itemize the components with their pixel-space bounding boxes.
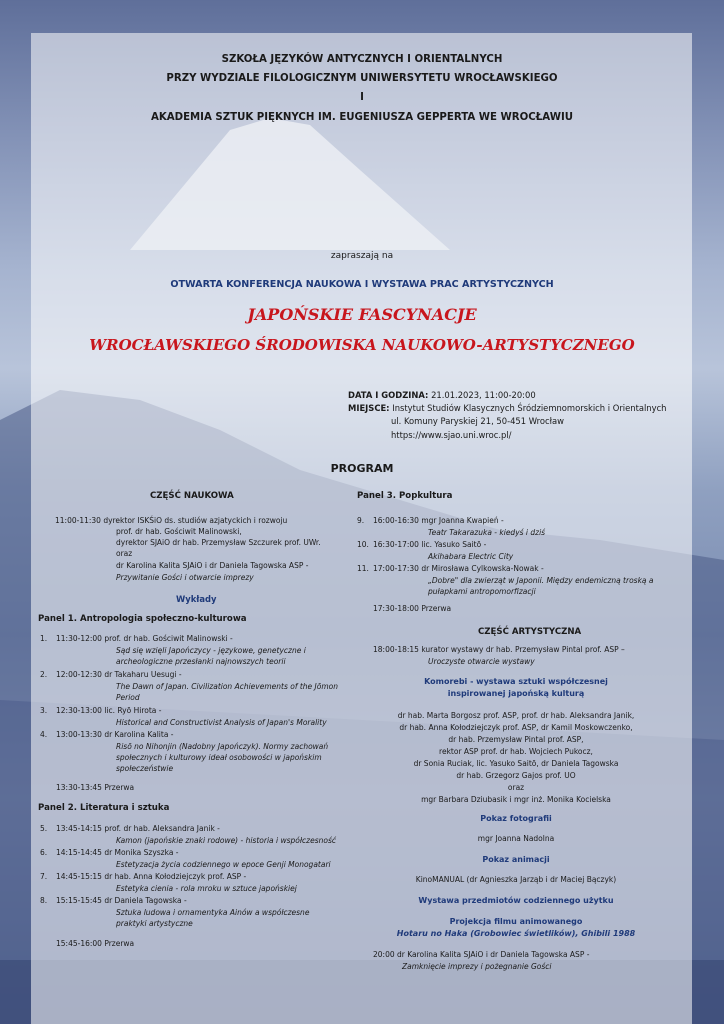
artists-line: dr hab. Marta Borgosz prof. ASP, prof. dr hab. Aleksandra Janik,	[397, 711, 635, 720]
break-1: 13:30-13:45 Przerwa	[56, 783, 135, 792]
animation-show-title: Pokaz animacji	[482, 855, 550, 864]
date-value: 21.01.2023, 11:00-20:00	[431, 390, 536, 400]
objects-exhibition-title: Wystawa przedmiotów codziennego użytku	[418, 896, 614, 905]
lecture-speaker: 16:00-16:30 mgr Joanna Kwapień -	[373, 516, 504, 525]
item-number: 6.	[40, 848, 48, 857]
closing-line-2: Zamknięcie imprezy i pożegnanie Gości	[402, 962, 552, 971]
artists-line: dr hab. Grzegorz Gajos prof. UO	[456, 771, 576, 780]
lecture-title: „Dobre" dla zwierząt w Japonii. Między endemiczną troską a	[428, 576, 654, 585]
item-number: 3.	[40, 706, 48, 715]
opening-line-5: dr Karolina Kalita SJAiO i dr Daniela Tagowska ASP -	[116, 561, 309, 570]
lecture-speaker: 14:15-14:45 dr Monika Szyszka -	[56, 848, 179, 857]
place-row	[348, 403, 667, 413]
lecture-speaker: 12:30-13:00 lic. Ryō Hirota -	[56, 706, 162, 715]
animation-show-author: KinoMANUAL (dr Agnieszka Jarząb i dr Maciej Bączyk)	[415, 875, 617, 884]
artists-line: dr hab. Przemysław Pintal prof. ASP,	[448, 735, 584, 744]
opening-line-3: dyrektor SJAiO dr hab. Przemysław Szczurek prof. UWr.	[116, 538, 321, 547]
item-number: 5.	[40, 824, 48, 833]
lecture-speaker: 13:00-13:30 dr Karolina Kalita -	[56, 730, 174, 739]
panel-2-title: Panel 2. Literatura i sztuka	[38, 803, 170, 813]
exhibition-opening-title: Uroczyste otwarcie wystawy	[428, 657, 535, 666]
photo-show-author: mgr Joanna Nadolna	[477, 834, 555, 843]
lecture-title: Estetyka cienia - rola mroku w sztuce japońskiej	[116, 884, 297, 893]
science-section-title: CZĘŚĆ NAUKOWA	[150, 491, 234, 501]
date-label: DATA I GODZINA:	[348, 390, 429, 400]
lecture-title: archeologiczne przesłanki najnowszych teorii	[116, 657, 286, 666]
event-subtitle: OTWARTA KONFERENCJA NAUKOWA I WYSTAWA PRAC ARTYSTYCZNYCH	[170, 279, 554, 290]
opening-line-2: prof. dr hab. Gościwit Malinowski,	[116, 527, 242, 536]
exhibition-opening: 18:00-18:15 kurator wystawy dr hab. Przemysław Pintal prof. ASP –	[373, 645, 625, 654]
address: ul. Komuny Paryskiej 21, 50-451 Wrocław	[391, 416, 564, 426]
lecture-title: The Dawn of Japan. Civilization Achievements of the Jōmon	[116, 682, 338, 691]
opening-line-4: oraz	[116, 549, 133, 558]
header-line-2: PRZY WYDZIALE FILOLOGICZNYM UNIWERSYTETU WROCŁAWSKIEGO	[166, 73, 558, 84]
website-link[interactable]: https://www.sjao.uni.wroc.pl/	[391, 430, 512, 440]
lecture-speaker: 17:00-17:30 dr Mirosława Cylkowska-Nowak -	[373, 564, 544, 573]
exhibition-title-1: Komorebi - wystawa sztuki współczesnej	[424, 677, 608, 686]
artists-line: dr hab. Anna Kołodziejczyk prof. ASP, dr Kamil Moskowczenko,	[399, 723, 633, 732]
lecture-title: pułapkami antropomorfizacji	[428, 587, 536, 596]
closing-line-1: 20:00 dr Karolina Kalita SJAiO i dr Daniela Tagowska ASP -	[373, 950, 590, 959]
lecture-speaker: 11:30-12:00 prof. dr hab. Gościwit Malinowski -	[56, 634, 233, 643]
lecture-title: społecznych i kulturowy ideał osobowości w japońskim	[116, 753, 322, 762]
item-number: 8.	[40, 896, 48, 905]
program-title: PROGRAM	[330, 462, 394, 475]
lecture-title: Akihabara Electric City	[428, 552, 514, 561]
artists-line: oraz	[507, 783, 525, 792]
header-line-4: AKADEMIA SZTUK PIĘKNYCH IM. EUGENIUSZA GEPPERTA WE WROCŁAWIU	[150, 112, 574, 123]
break-2: 15:45-16:00 Przerwa	[56, 939, 135, 948]
artists-line: mgr Barbara Dziubasik i mgr inż. Monika Kocielska	[421, 795, 611, 804]
header-line-3: I	[360, 92, 364, 103]
film-screening-title: Projekcja filmu animowanego	[449, 917, 583, 926]
exhibition-title-2: inspirowanej japońską kulturą	[447, 689, 585, 698]
break-3: 17:30-18:00 Przerwa	[373, 604, 452, 613]
opening-line-1: 11:00-11:30 dyrektor ISKŚiO ds. studiów azjatyckich i rozwoju	[55, 516, 288, 525]
invite-text: zapraszają na	[330, 251, 394, 261]
header-line-1: SZKOŁA JĘZYKÓW ANTYCZNYCH I ORIENTALNYCH	[221, 54, 503, 65]
date-row	[348, 390, 536, 400]
lecture-title: Period	[116, 693, 140, 702]
opening-line-6: Przywitanie Gości i otwarcie imprezy	[116, 573, 254, 582]
panel-1-title: Panel 1. Antropologia społeczno-kulturowa	[38, 614, 247, 624]
lecture-title: Sąd się wzięli Japończycy - językowe, genetyczne i	[116, 646, 306, 655]
item-number: 2.	[40, 670, 48, 679]
lecture-speaker: 16:30-17:00 lic. Yasuko Saitō -	[373, 540, 487, 549]
place-value: Instytut Studiów Klasycznych Śródziemnomorskich i Orientalnych	[392, 403, 667, 413]
lecture-title: Kamon (japońskie znaki rodowe) - historia i współczesność	[116, 836, 336, 845]
lectures-heading: Wykłady	[176, 594, 217, 604]
item-number: 10.	[357, 540, 369, 549]
lecture-title: Estetyzacja życia codziennego w epoce Genji Monogatari	[116, 860, 331, 869]
lecture-title: społeczeństwie	[116, 764, 174, 773]
artists-line: rektor ASP prof. dr hab. Wojciech Pukocz,	[439, 747, 593, 756]
item-number: 11.	[357, 564, 369, 573]
item-number: 1.	[40, 634, 48, 643]
lecture-speaker: 13:45-14:15 prof. dr hab. Aleksandra Janik -	[56, 824, 220, 833]
lecture-title: Sztuka ludowa i ornamentyka Ainów a współczesne	[116, 908, 310, 917]
panel-3-title: Panel 3. Popkultura	[357, 491, 453, 501]
lecture-title: praktyki artystyczne	[116, 919, 193, 928]
lecture-speaker: 15:15-15:45 dr Daniela Tagowska -	[56, 896, 187, 905]
lecture-title: Teatr Takarazuka - kiedyś i dziś	[428, 528, 546, 537]
lecture-title: Historical and Constructivist Analysis of Japan's Morality	[116, 718, 327, 727]
lecture-speaker: 14:45-15:15 dr hab. Anna Kołodziejczyk prof. ASP -	[56, 872, 247, 881]
event-title-line-2: WROCŁAWSKIEGO ŚRODOWISKA NAUKOWO-ARTYSTYCZNEGO	[89, 336, 635, 354]
lecture-title: Risō no Nihonjin (Nadobny Japończyk). Normy zachowań	[116, 742, 329, 751]
film-name: Hotaru no Haka (Grobowiec świetlików), Ghibili 1988	[396, 929, 636, 938]
item-number: 4.	[40, 730, 48, 739]
event-title-line-1: JAPOŃSKIE FASCYNACJE	[247, 305, 477, 324]
item-number: 9.	[357, 516, 365, 525]
item-number: 7.	[40, 872, 48, 881]
lecture-speaker: 12:00-12:30 dr Takaharu Uesugi -	[56, 670, 182, 679]
photo-show-title: Pokaz fotografii	[480, 814, 552, 823]
art-section-title: CZĘŚĆ ARTYSTYCZNA	[478, 627, 582, 637]
artists-line: dr Sonia Ruciak, lic. Yasuko Saitō, dr Daniela Tagowska	[413, 759, 619, 768]
place-label: MIEJSCE:	[348, 403, 390, 413]
